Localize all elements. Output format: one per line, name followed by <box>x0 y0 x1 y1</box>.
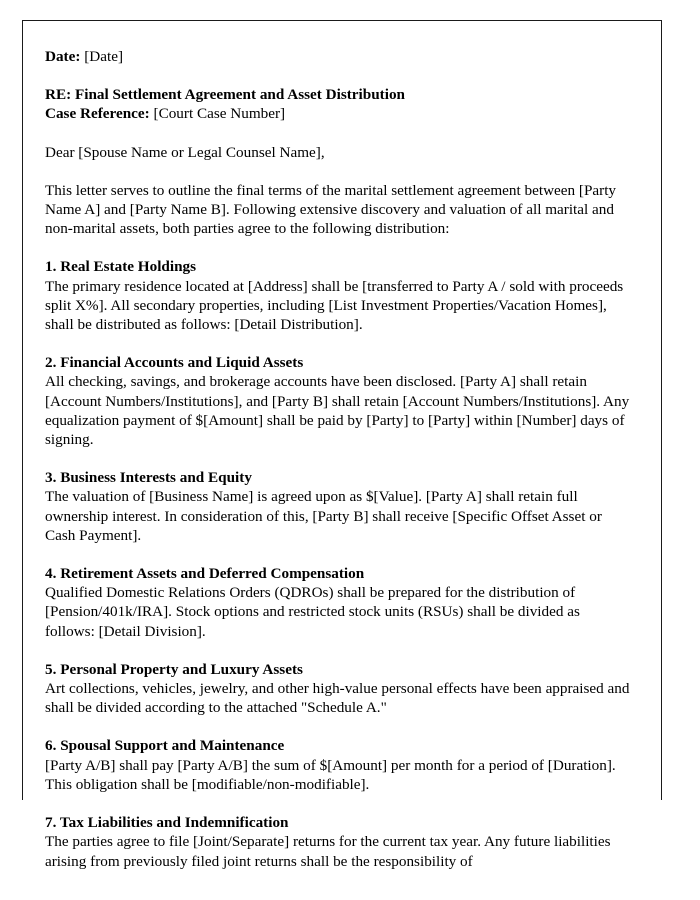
section-5 <box>45 660 631 718</box>
document-page <box>22 20 662 870</box>
section-body: Qualified Domestic Relations Orders (QDROs) shall be prepared for the distribution of [Pension/401k/IRA]. Stock options and restricted stock units (RSUs) shall be divided as follows: [Detail Division]. <box>45 584 580 640</box>
section-body: All checking, savings, and brokerage accounts have been disclosed. [Party A] shall retain [Account Numbers/Institutions], and [Party B] shall retain [Account Numbers/Institutions]. Any equalization payment of $[Amount] shall be paid by [Party] to [Party] within [Number] days of signing. <box>45 373 630 449</box>
section-body: Art collections, vehicles, jewelry, and other high-value personal effects have been appraised and shall be divided according to the attached "Schedule A." <box>45 680 630 717</box>
section-3 <box>45 468 631 545</box>
section-heading: 7. Tax Liabilities and Indemnification <box>45 814 289 832</box>
intro-paragraph: This letter serves to outline the final terms of the marital settlement agreement between [Party Name A] and [Party Name B]. Following extensive discovery and valuation of all marital and non-marital assets, both parties agree to the following distribution: <box>45 181 617 238</box>
section-1 <box>45 257 631 334</box>
section-heading: 4. Retirement Assets and Deferred Compensation <box>45 565 365 583</box>
case-reference-line <box>45 104 631 123</box>
section-6 <box>45 736 631 794</box>
spacer <box>45 66 631 85</box>
section-2 <box>45 353 631 449</box>
spacer <box>45 162 631 181</box>
spacer <box>45 124 631 143</box>
section-heading: 5. Personal Property and Luxury Assets <box>45 660 303 678</box>
date-label: Date: <box>45 48 81 65</box>
section-body: The valuation of [Business Name] is agreed upon as $[Value]. [Party A] shall retain full ownership interest. In consideration of this, [Party B] shall receive [Specific Offset Asset or Cash Payment]. <box>45 488 602 544</box>
case-reference-value: [Court Case Number] <box>153 105 286 123</box>
re-line: RE: Final Settlement Agreement and Asset Distribution <box>45 86 405 104</box>
section-heading: 2. Financial Accounts and Liquid Assets <box>45 354 304 372</box>
section-body: The primary residence located at [Address] shall be [transferred to Party A / sold with proceeds split X%]. All secondary properties, including [List Investment Properties/Vacation Homes], shall be distributed as follows: [Detail Distribution]. <box>45 277 624 334</box>
section-4 <box>45 564 631 641</box>
section-body: [Party A/B] shall pay [Party A/B] the sum of $[Amount] per month for a period of [Duration]. This obligation shall be [modifiable/non-modifiable]. <box>45 756 616 793</box>
section-7 <box>45 813 631 871</box>
section-heading: 6. Spousal Support and Maintenance <box>45 737 285 755</box>
section-body: The parties agree to file [Joint/Separate] returns for the current tax year. Any future liabilities arising from previously filed joint returns shall be the responsibility of <box>45 833 611 870</box>
document-body <box>23 21 661 871</box>
date-line <box>45 47 631 66</box>
section-heading: 1. Real Estate Holdings <box>45 258 197 276</box>
salutation: Dear [Spouse Name or Legal Counsel Name], <box>45 143 325 161</box>
case-reference-label: Case Reference: <box>45 105 150 123</box>
section-heading: 3. Business Interests and Equity <box>45 469 252 487</box>
date-value: [Date] <box>84 48 124 65</box>
